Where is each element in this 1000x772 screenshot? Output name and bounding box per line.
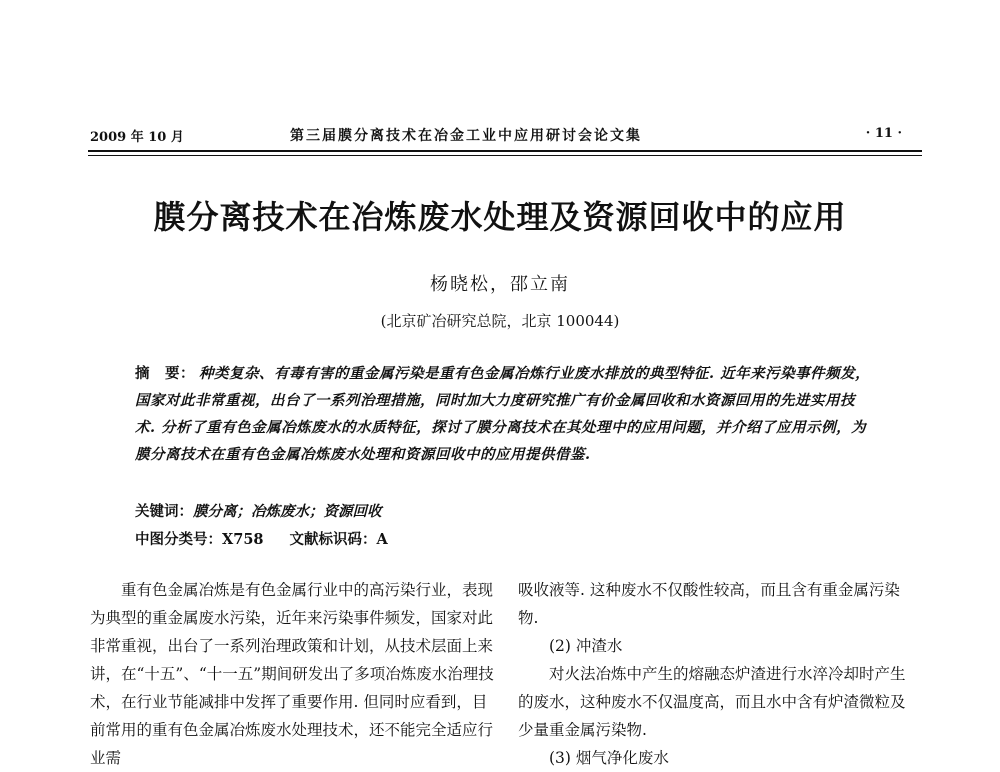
body-column-left [90,576,496,772]
keywords-label: 关键词： [135,503,193,520]
paper-affiliation: (北京矿冶研究总院，北京 100044) [380,312,620,330]
body-column-right [518,576,918,772]
abstract-label: 摘 要： [135,365,195,382]
classification-line [135,528,388,549]
section-heading: (2) 冲渣水 [549,637,623,655]
classification-value: X758 [222,531,264,548]
keywords-line [135,500,382,521]
header-rule-thick [88,150,922,152]
keywords-value: 膜分离；冶炼废水；资源回收 [193,503,382,520]
header-rule-thin [88,155,922,156]
classification-label: 中图分类号： [135,531,222,548]
body-paragraph: 吸收液等. 这种废水不仅酸性较高，而且含有重金属污染物. [518,581,900,627]
body-paragraph: 对火法冶炼中产生的熔融态炉渣进行水淬冷却时产生的废水，这种废水不仅温度高，而且水中含有炉渣微粒及少量重金属污染物. [518,665,906,739]
paper-title: 膜分离技术在冶炼废水处理及资源回收中的应用 [153,198,847,236]
header-page-number: · 11 · [865,126,902,141]
header-journal: 第三届膜分离技术在冶金工业中应用研讨会论文集 [290,128,642,144]
running-header [90,122,920,146]
header-date: 2009 年 10 月 [90,130,184,145]
abstract-text: 种类复杂、有毒有害的重金属污染是重有色金属冶炼行业废水排放的典型特征. 近年来污染事件频发，国家对此非常重视，出台了一系列治理措施，同时加大力度研究推广有价金属回收和水资源回用的先进实用技术. 分析了重有色金属冶炼废水的水质特征，探讨了膜分离技术在其处理中的应用问题，并介绍了应用示例，为膜分离技术在重有色金属冶炼废水处理和资源回收中的应用提供借鉴. [135,365,871,463]
document-code-value: A [376,531,388,548]
body-paragraph: 重有色金属冶炼是有色金属行业中的高污染行业，表现为典型的重金属废水污染，近年来污染事件频发，国家对此非常重视，出台了一系列治理政策和计划，从技术层面上来讲，在“十五”、“十一五”期间研发出了多项冶炼废水治理技术，在行业节能减排中发挥了重要作用. 但同时应看到，目前常用的重有色金属冶炼废水处理技术，还不能完全适应行业需 [90,581,494,767]
abstract [135,360,875,468]
document-code-label: 文献标识码： [289,531,377,548]
section-heading: (3) 烟气净化废水 [549,749,669,767]
paper-authors: 杨晓松，邵立南 [430,274,570,295]
